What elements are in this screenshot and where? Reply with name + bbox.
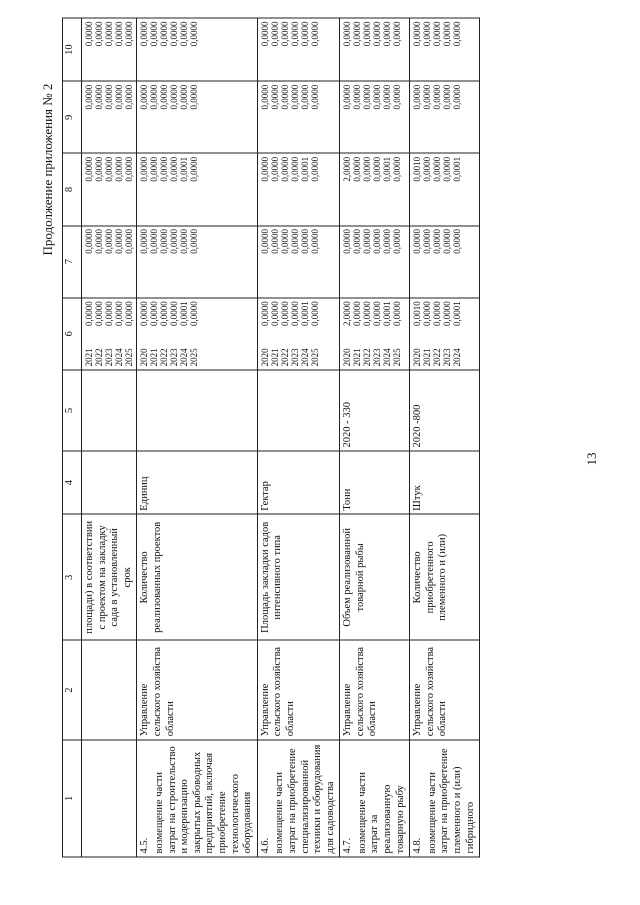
value-column-cell: [82, 18, 137, 81]
value-cell: 0,0000: [139, 84, 150, 109]
value-cell: 0,0000: [124, 300, 134, 326]
value-cell: 0,0000: [289, 300, 300, 326]
value-cell: 0,0000: [269, 84, 280, 109]
value-cell: 0,0000: [279, 300, 290, 326]
value-column-cell: [137, 18, 257, 81]
value-list: [84, 301, 134, 326]
value-cell: 0,0000: [452, 84, 463, 109]
value-cell: 0,0000: [114, 156, 124, 182]
executor-cell: Управление сельского хозяйства области: [410, 640, 480, 739]
value-cell: 0,0000: [352, 300, 363, 326]
value-cell: 0,0000: [84, 84, 94, 109]
year-list: [342, 348, 402, 366]
value-cell: 0,0000: [114, 300, 124, 326]
col-number-1: 1: [63, 739, 82, 856]
year-label: 2024: [179, 347, 190, 366]
value-cell: 0,0000: [342, 84, 353, 109]
value-column-cell: [137, 81, 257, 153]
value-cell: 0,0000: [309, 228, 320, 254]
year-label: 2024: [114, 347, 124, 366]
year-label: 2021: [84, 347, 94, 366]
value-cell: 0,0000: [179, 84, 190, 109]
unit-cell: [82, 451, 137, 514]
value-cell: 0,0000: [352, 156, 363, 182]
table-body: [82, 18, 480, 857]
value-cell: 0,0000: [139, 300, 150, 326]
value-cell: 0,0000: [269, 228, 280, 254]
value-cell: 0,0000: [309, 21, 320, 46]
executor-cell: Управление сельского хозяйства области: [137, 640, 257, 739]
value-cell: 0,0000: [382, 228, 393, 254]
value-cell: 0,0000: [452, 228, 463, 254]
year-label: 2025: [189, 347, 200, 366]
value-cell: 0,0000: [442, 300, 453, 326]
value-cell: 0,0000: [259, 21, 270, 46]
value-cell: 0,0000: [94, 21, 104, 46]
year-label: 2022: [362, 347, 373, 366]
page-number: 13: [584, 452, 599, 465]
unit-cell: Гектар: [257, 451, 340, 514]
value-cell: 0,0000: [169, 300, 180, 326]
value-cell: 0,0000: [279, 228, 290, 254]
executor-cell: Управление сельского хозяйства области: [340, 640, 410, 739]
program-indicators-table: [62, 17, 480, 857]
value-cell: 0,0000: [422, 300, 433, 326]
value-cell: 0,0000: [289, 21, 300, 46]
value-cell: 0,0000: [189, 84, 200, 109]
year-list: [84, 348, 134, 366]
value-cell: 0,0000: [289, 84, 300, 109]
value-cell: 0,0000: [392, 156, 403, 182]
measure-description: возмещение части затрат на приобретение специализированной техники и оборудования для садоводства: [274, 744, 336, 853]
value-cell: 0,0000: [422, 156, 433, 182]
target-value-cell: [257, 369, 340, 450]
year-label: 2025: [124, 347, 134, 366]
value-cell: 0,0001: [452, 300, 463, 326]
value-cell: 0,0001: [382, 156, 393, 182]
value-cell: 0,0000: [412, 84, 423, 109]
value-cell: 0,0000: [422, 21, 433, 46]
value-column-cell: [340, 153, 410, 225]
year-label: 2023: [104, 347, 114, 366]
col-number-3: 3: [63, 514, 82, 640]
year-label: 2021: [352, 347, 363, 366]
value-cell: 0,0000: [342, 21, 353, 46]
unit-cell: Тонн: [340, 451, 410, 514]
value-cell: 0,0000: [269, 21, 280, 46]
value-column-cell: [257, 153, 340, 225]
value-cell: 0,0000: [309, 84, 320, 109]
year-label: 2023: [169, 347, 180, 366]
value-cell: 0,0000: [452, 21, 463, 46]
value-cell: 0,0000: [392, 21, 403, 46]
value-cell: 0,0000: [159, 156, 170, 182]
year-label: 2024: [382, 347, 393, 366]
value-cell: 0,0000: [442, 21, 453, 46]
value-cell: 0,0000: [432, 84, 443, 109]
value-cell: 0,0000: [342, 228, 353, 254]
indicator-cell: Количество приобретенного племенного и (или): [410, 514, 480, 640]
value-cell: 0,0000: [442, 156, 453, 182]
value-cell: 0,0000: [84, 228, 94, 254]
value-cell: 0,0000: [432, 21, 443, 46]
value-cell: 0,0000: [362, 156, 373, 182]
value-cell: 0,0000: [442, 84, 453, 109]
value-cell: 2,0000: [342, 300, 353, 326]
value-cell: 0,0000: [372, 156, 383, 182]
value-cell: 0,0000: [269, 300, 280, 326]
appendix-continuation-header: Продолжение приложения № 2: [40, 83, 55, 255]
unit-cell: Штук: [410, 451, 480, 514]
value-cell: 0,0000: [149, 84, 160, 109]
section-number: 4.6.: [259, 837, 271, 853]
value-cell: 0,0000: [362, 21, 373, 46]
value-cell: 0,0000: [432, 300, 443, 326]
year-label: 2020: [342, 347, 353, 366]
description-cell: [410, 739, 480, 856]
section-number: 4.8.: [412, 837, 424, 853]
value-cell: 0,0000: [104, 300, 114, 326]
value-cell: 0,0000: [259, 228, 270, 254]
year-values-cell: [410, 297, 480, 369]
value-cell: 0,0000: [114, 228, 124, 254]
year-label: 2020: [412, 347, 423, 366]
year-label: 2020: [139, 347, 150, 366]
value-column-cell: [410, 225, 480, 297]
column-number-row: [63, 18, 82, 857]
value-cell: 0,0000: [279, 21, 290, 46]
table-row: [82, 18, 137, 857]
value-cell: 0,0000: [189, 21, 200, 46]
value-cell: 0,0000: [382, 21, 393, 46]
value-cell: 0,0000: [84, 300, 94, 326]
value-column-cell: [137, 225, 257, 297]
value-column-cell: [340, 18, 410, 81]
value-cell: 0,0000: [84, 156, 94, 182]
value-cell: 0,0001: [382, 300, 393, 326]
year-values-cell: [257, 297, 340, 369]
measure-description: возмещение части затрат на приобретение племенного и (или) гибридного: [426, 747, 476, 853]
indicator-cell: площади) в соответствии с проектом на закладку сада в установленный срок: [82, 514, 137, 640]
value-cell: 0,0000: [124, 228, 134, 254]
value-cell: 0,0000: [259, 84, 270, 109]
col-number-8: 8: [63, 153, 82, 225]
value-cell: 0,0000: [309, 156, 320, 182]
value-cell: 0,0000: [159, 300, 170, 326]
value-cell: 0,0000: [422, 84, 433, 109]
value-list: [260, 301, 320, 326]
section-number: 4.7.: [342, 837, 354, 853]
value-cell: 0,0000: [124, 156, 134, 182]
unit-cell: Единиц: [137, 451, 257, 514]
value-column-cell: [137, 153, 257, 225]
value-cell: 0,0000: [169, 21, 180, 46]
value-cell: 0,0000: [104, 228, 114, 254]
year-label: 2022: [159, 347, 170, 366]
value-cell: 0,0001: [179, 300, 190, 326]
value-cell: 0,0001: [452, 156, 463, 182]
value-cell: 0,0000: [392, 228, 403, 254]
value-cell: 0,0000: [179, 21, 190, 46]
description-cell: [137, 739, 257, 856]
value-cell: 0,0001: [299, 156, 310, 182]
year-label: 2024: [299, 347, 310, 366]
value-cell: 0,0000: [169, 156, 180, 182]
value-cell: 0,0000: [94, 84, 104, 109]
description-cell: [340, 739, 410, 856]
value-cell: 0,0000: [372, 228, 383, 254]
value-cell: 0,0000: [299, 228, 310, 254]
value-cell: 0,0000: [289, 156, 300, 182]
measure-description: возмещение части затрат на строительство и модернизацию закрытых рыбоводных предприятий, включая приобретение технологического оборудования: [153, 745, 254, 853]
description-cell: [257, 739, 340, 856]
value-cell: 0,0000: [139, 228, 150, 254]
year-values-cell: [340, 297, 410, 369]
year-label: 2021: [149, 347, 160, 366]
value-cell: 0,0000: [352, 21, 363, 46]
value-cell: 0,0000: [94, 228, 104, 254]
table-row: [340, 18, 410, 857]
col-number-10: 10: [63, 18, 82, 81]
value-cell: 0,0000: [279, 156, 290, 182]
value-cell: 0,0000: [114, 21, 124, 46]
value-cell: 0,0000: [352, 84, 363, 109]
value-cell: 0,0000: [169, 84, 180, 109]
value-cell: 0,0000: [259, 300, 270, 326]
description-cell: [82, 739, 137, 856]
value-column-cell: [340, 81, 410, 153]
value-cell: 0,0000: [299, 84, 310, 109]
year-label: 2021: [422, 347, 433, 366]
target-value-cell: [137, 369, 257, 450]
value-list: [342, 301, 402, 326]
value-cell: 0,0000: [169, 228, 180, 254]
value-cell: 0,0000: [362, 228, 373, 254]
value-cell: 0,0000: [179, 228, 190, 254]
value-column-cell: [410, 81, 480, 153]
value-cell: 0,0000: [114, 84, 124, 109]
value-cell: 0,0000: [124, 84, 134, 109]
value-cell: 0,0001: [179, 156, 190, 182]
target-value-cell: 2020 - 330: [340, 369, 410, 450]
value-cell: 0,0010: [412, 156, 423, 182]
value-column-cell: [340, 225, 410, 297]
value-cell: 0,0010: [412, 300, 423, 326]
year-label: 2020: [259, 347, 270, 366]
col-number-9: 9: [63, 81, 82, 153]
indicator-cell: Площадь закладки садов интенсивного типа: [257, 514, 340, 640]
value-cell: 0,0000: [372, 21, 383, 46]
value-cell: 0,0000: [189, 228, 200, 254]
value-cell: 0,0000: [392, 300, 403, 326]
year-list: [412, 348, 462, 366]
value-column-cell: [82, 153, 137, 225]
value-cell: 0,0000: [392, 84, 403, 109]
year-label: 2025: [392, 347, 403, 366]
value-cell: 0,0000: [269, 156, 280, 182]
value-cell: 0,0000: [362, 300, 373, 326]
year-label: 2025: [309, 347, 320, 366]
value-cell: 0,0000: [104, 84, 114, 109]
value-cell: 0,0000: [309, 300, 320, 326]
value-column-cell: [410, 153, 480, 225]
value-cell: 0,0000: [94, 300, 104, 326]
value-cell: 0,0000: [372, 84, 383, 109]
value-cell: 0,0000: [104, 21, 114, 46]
value-cell: 0,0000: [139, 156, 150, 182]
value-cell: 0,0000: [259, 156, 270, 182]
col-number-4: 4: [63, 451, 82, 514]
col-number-5: 5: [63, 369, 82, 450]
year-label: 2023: [442, 347, 453, 366]
indicator-cell: Объем реализованной товарной рыбы: [340, 514, 410, 640]
year-values-cell: [137, 297, 257, 369]
value-list: [139, 301, 199, 326]
value-cell: 2,0000: [342, 156, 353, 182]
value-cell: 0,0000: [362, 84, 373, 109]
section-number: 4.5.: [139, 837, 151, 853]
value-cell: 0,0000: [372, 300, 383, 326]
value-cell: 0,0000: [189, 300, 200, 326]
value-list: [412, 301, 462, 326]
table-row: [410, 18, 480, 857]
col-number-7: 7: [63, 225, 82, 297]
year-list: [260, 348, 320, 366]
value-column-cell: [257, 225, 340, 297]
year-values-cell: [82, 297, 137, 369]
executor-cell: Управление сельского хозяйства области: [257, 640, 340, 739]
value-cell: 0,0000: [352, 228, 363, 254]
value-cell: 0,0000: [412, 21, 423, 46]
target-value-cell: 2020 -800: [410, 369, 480, 450]
value-cell: 0,0000: [289, 228, 300, 254]
value-cell: 0,0000: [159, 21, 170, 46]
value-cell: 0,0000: [422, 228, 433, 254]
value-column-cell: [257, 18, 340, 81]
year-label: 2023: [289, 347, 300, 366]
value-cell: 0,0000: [139, 21, 150, 46]
value-cell: 0,0000: [84, 21, 94, 46]
value-cell: 0,0000: [104, 156, 114, 182]
value-cell: 0,0000: [382, 84, 393, 109]
value-cell: 0,0000: [432, 156, 443, 182]
year-label: 2021: [269, 347, 280, 366]
year-label: 2022: [279, 347, 290, 366]
value-cell: 0,0000: [299, 21, 310, 46]
value-column-cell: [82, 225, 137, 297]
col-number-2: 2: [63, 640, 82, 739]
value-cell: 0,0000: [159, 84, 170, 109]
value-cell: 0,0000: [149, 156, 160, 182]
value-cell: 0,0000: [149, 21, 160, 46]
value-cell: 0,0000: [94, 156, 104, 182]
col-number-6: 6: [63, 297, 82, 369]
value-cell: 0,0000: [432, 228, 443, 254]
year-label: 2022: [432, 347, 443, 366]
value-cell: 0,0000: [189, 156, 200, 182]
value-column-cell: [410, 18, 480, 81]
value-cell: 0,0000: [159, 228, 170, 254]
value-column-cell: [257, 81, 340, 153]
value-cell: 0,0000: [149, 228, 160, 254]
value-cell: 0,0000: [412, 228, 423, 254]
year-label: 2024: [452, 347, 463, 366]
year-label: 2023: [372, 347, 383, 366]
value-cell: 0,0000: [124, 21, 134, 46]
table-row: [257, 18, 340, 857]
value-cell: 0,0001: [299, 300, 310, 326]
value-cell: 0,0000: [442, 228, 453, 254]
indicator-cell: Количество реализованных проектов: [137, 514, 257, 640]
table-row: [137, 18, 257, 857]
executor-cell: [82, 640, 137, 739]
value-cell: 0,0000: [279, 84, 290, 109]
value-cell: 0,0000: [149, 300, 160, 326]
year-list: [139, 348, 199, 366]
value-column-cell: [82, 81, 137, 153]
target-value-cell: [82, 369, 137, 450]
year-label: 2022: [94, 347, 104, 366]
measure-description: возмещение части затрат за реализованную товарную рыбу: [356, 771, 406, 853]
